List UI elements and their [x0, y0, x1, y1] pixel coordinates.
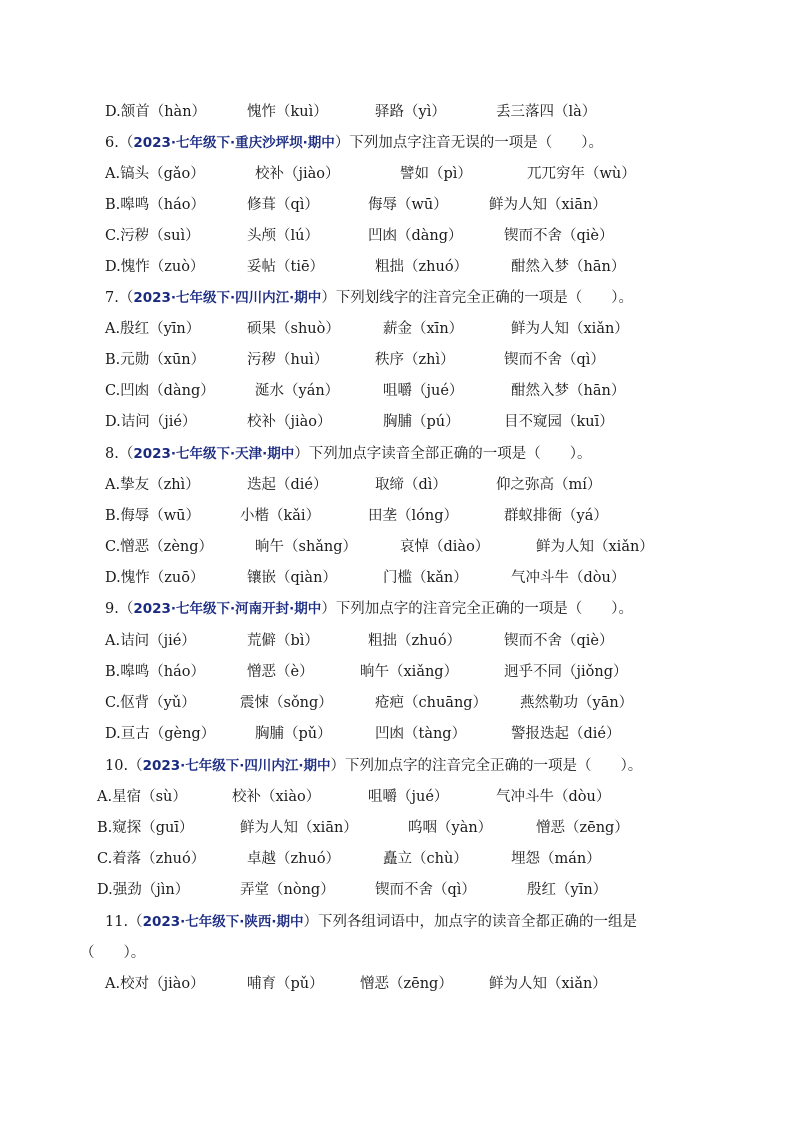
- option-item: D.颔首（hàn）: [105, 104, 207, 120]
- question-line: [105, 756, 642, 776]
- option-item: C.伛背（yǔ）: [105, 695, 196, 711]
- option-item: 仰之弥高（mí）: [496, 477, 602, 493]
- option-item: 埋怨（mán）: [511, 851, 601, 867]
- option-item: 迥乎不同（jiǒng）: [504, 664, 628, 680]
- option-item: 校补（xiào）: [232, 789, 321, 805]
- option-item: 锲而不舍（qiè）: [504, 228, 614, 244]
- option-item: 侮辱（wū）: [368, 197, 448, 213]
- text-line: （ ）。: [80, 945, 146, 961]
- option-item: 涎水（yán）: [255, 383, 340, 399]
- option-item: 硕果（shuò）: [247, 321, 340, 337]
- option-item: D.强劲（jìn）: [97, 882, 190, 898]
- question-text: ）下列加点字的注音完全正确的一项是（ ）。: [321, 601, 634, 617]
- option-item: 校补（jiào）: [255, 166, 340, 182]
- option-item: 鲜为人知（xiǎn）: [511, 321, 629, 337]
- question-line: [105, 912, 637, 932]
- option-item: 哺育（pǔ）: [247, 976, 324, 992]
- option-item: 晌午（xiǎng）: [360, 664, 459, 680]
- question-number: 11.（: [105, 914, 143, 930]
- option-item: 粗拙（zhuó）: [375, 259, 469, 275]
- option-item: 酣然入梦（hān）: [511, 259, 626, 275]
- option-item: D.愧怍（zuō）: [105, 570, 205, 586]
- option-item: 薪金（xīn）: [383, 321, 464, 337]
- option-item: 胸脯（pǔ）: [255, 726, 332, 742]
- option-item: 震悚（sǒng）: [240, 695, 333, 711]
- question-source: 2023·七年级下·四川内江·期中: [142, 758, 331, 774]
- option-item: B.窥探（guī）: [97, 820, 194, 836]
- option-item: 群蚁排衙（yá）: [504, 508, 608, 524]
- question-number: 10.（: [105, 758, 143, 774]
- option-item: 疮疤（chuāng）: [375, 695, 488, 711]
- option-item: 鲜为人知（xiǎn）: [536, 539, 654, 555]
- option-item: C.凹凼（dàng）: [105, 383, 215, 399]
- option-item: 凹凼（tàng）: [375, 726, 467, 742]
- question-line: [105, 444, 592, 464]
- question-line: [105, 599, 633, 619]
- option-item: 校补（jiào）: [247, 414, 332, 430]
- option-item: 憎恶（zēng）: [360, 976, 453, 992]
- option-item: 殷红（yīn）: [527, 882, 608, 898]
- question-line: [105, 288, 633, 308]
- question-number: 7.（: [105, 290, 134, 306]
- option-item: B.侮辱（wū）: [105, 508, 201, 524]
- question-number: 6.（: [105, 135, 134, 151]
- option-item: A.校对（jiào）: [105, 976, 205, 992]
- option-item: 气冲斗牛（dòu）: [511, 570, 626, 586]
- option-item: 酣然入梦（hān）: [511, 383, 626, 399]
- option-item: 污秽（huì）: [247, 352, 329, 368]
- option-item: 哀悼（diào）: [400, 539, 490, 555]
- option-item: A.诘问（jié）: [105, 633, 196, 649]
- option-item: 气冲斗牛（dòu）: [496, 789, 611, 805]
- option-item: B.嗥鸣（háo）: [105, 197, 205, 213]
- question-text: ）下列各组词语中，加点字的读音全都正确的一组是: [303, 914, 638, 930]
- question-number: 8.（: [105, 446, 134, 462]
- option-item: 粗拙（zhuó）: [368, 633, 462, 649]
- option-item: 门槛（kǎn）: [383, 570, 468, 586]
- option-item: 荒僻（bì）: [247, 633, 319, 649]
- option-item: 咀嚼（jué）: [368, 789, 449, 805]
- option-item: 小楷（kǎi）: [240, 508, 321, 524]
- option-item: 驿路（yì）: [375, 104, 446, 120]
- option-item: D.诘问（jié）: [105, 414, 197, 430]
- option-item: 秩序（zhì）: [375, 352, 455, 368]
- option-item: 丢三落四（là）: [496, 104, 597, 120]
- option-item: 弄堂（nòng）: [240, 882, 335, 898]
- option-item: A.挚友（zhì）: [105, 477, 200, 493]
- option-item: A.殷红（yīn）: [105, 321, 201, 337]
- option-item: 鲜为人知（xiǎn）: [489, 976, 607, 992]
- option-item: 目不窥园（kuī）: [504, 414, 614, 430]
- option-item: 警报迭起（dié）: [511, 726, 621, 742]
- option-item: 鲜为人知（xiān）: [240, 820, 358, 836]
- option-item: B.元勋（xūn）: [105, 352, 206, 368]
- question-line: [105, 133, 603, 153]
- option-item: 锲而不舍（qì）: [375, 882, 476, 898]
- option-item: 修葺（qì）: [247, 197, 319, 213]
- option-item: 愧怍（kuì）: [247, 104, 328, 120]
- question-number: 9.（: [105, 601, 134, 617]
- option-item: 取缔（dì）: [375, 477, 447, 493]
- option-item: A.星宿（sù）: [97, 789, 187, 805]
- question-source: 2023·七年级下·四川内江·期中: [133, 290, 322, 306]
- option-item: 燕然勒功（yān）: [520, 695, 634, 711]
- option-item: 晌午（shǎng）: [255, 539, 358, 555]
- question-text: ）下列加点字的注音完全正确的一项是（ ）。: [330, 758, 643, 774]
- question-source: 2023·七年级下·天津·期中: [133, 446, 295, 462]
- option-item: 锲而不舍（qiè）: [504, 633, 614, 649]
- option-item: 咀嚼（jué）: [383, 383, 464, 399]
- question-text: ）下列划线字的注音完全正确的一项是（ ）。: [321, 290, 634, 306]
- option-item: 卓越（zhuó）: [247, 851, 341, 867]
- option-item: 田垄（lóng）: [368, 508, 458, 524]
- question-source: 2023·七年级下·河南开封·期中: [133, 601, 322, 617]
- option-item: 迭起（dié）: [247, 477, 328, 493]
- option-item: 矗立（chù）: [383, 851, 468, 867]
- option-item: C.憎恶（zèng）: [105, 539, 214, 555]
- option-item: 鲜为人知（xiān）: [489, 197, 607, 213]
- option-item: 憎恶（zēng）: [536, 820, 629, 836]
- option-item: 譬如（pì）: [400, 166, 472, 182]
- option-item: C.污秽（suì）: [105, 228, 200, 244]
- option-item: C.着落（zhuó）: [97, 851, 206, 867]
- option-item: 凹凼（dàng）: [368, 228, 463, 244]
- option-item: 呜咽（yàn）: [408, 820, 493, 836]
- option-item: 兀兀穷年（wù）: [527, 166, 636, 182]
- question-text: ）下列加点字注音无误的一项是（ ）。: [334, 135, 604, 151]
- option-item: D.愧怍（zuò）: [105, 259, 205, 275]
- option-item: B.嗥鸣（háo）: [105, 664, 205, 680]
- question-source: 2023·七年级下·陕西·期中: [142, 914, 304, 930]
- option-item: 镶嵌（qiàn）: [247, 570, 337, 586]
- option-item: D.亘古（gèng）: [105, 726, 216, 742]
- option-item: 锲而不舍（qì）: [504, 352, 605, 368]
- option-item: 头颅（lú）: [247, 228, 319, 244]
- question-source: 2023·七年级下·重庆沙坪坝·期中: [133, 135, 335, 151]
- question-text: ）下列加点字读音全部正确的一项是（ ）。: [294, 446, 592, 462]
- option-item: 憎恶（è）: [247, 664, 314, 680]
- option-item: 胸脯（pú）: [383, 414, 460, 430]
- option-item: A.镐头（gǎo）: [105, 166, 205, 182]
- option-item: 妥帖（tiē）: [247, 259, 325, 275]
